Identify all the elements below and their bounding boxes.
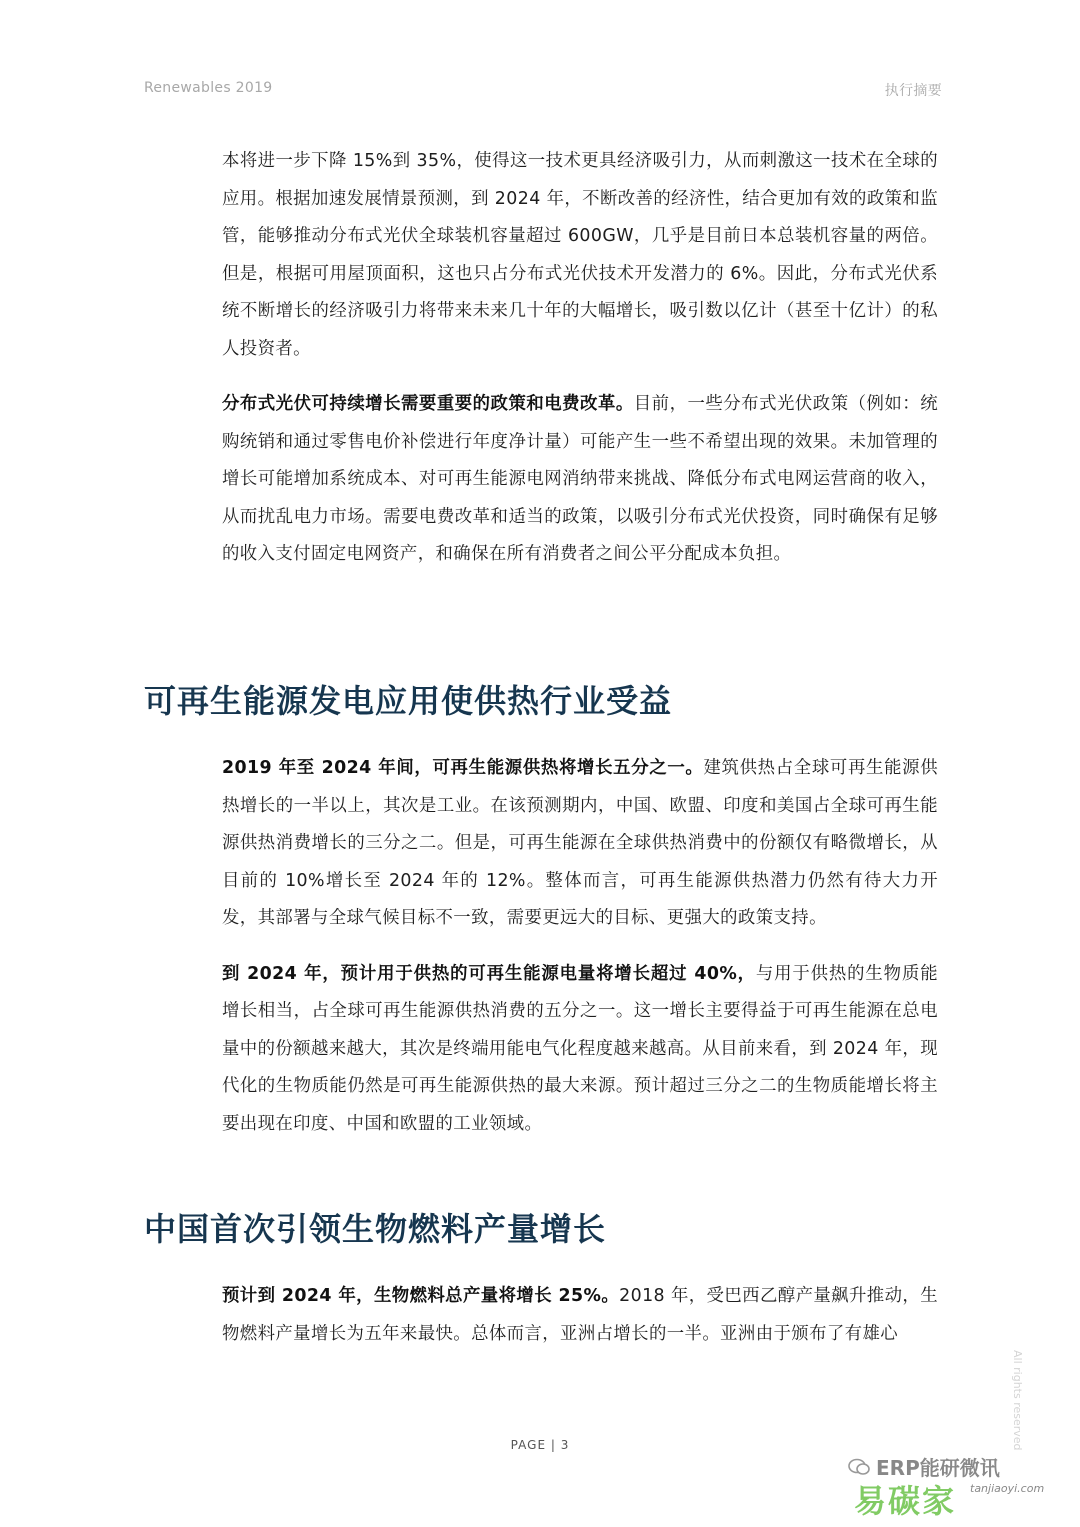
- paragraph-body: 建筑供热占全球可再生能源供热增长的一半以上，其次是工业。在该预测期内，中国、欧盟、印度和美国占全球可再生能源供热消费增长的三分之二。但是，可再生能源在全球供热消费中的份额仅有略微增长，从目前的 10%增长至 2024 年的 12%。整体而言，可再生能源供热潜力仍然有待大力开发，其部署与全球气候目标不一致，需要更远大的目标、更强大的政策支持。: [222, 758, 939, 928]
- paragraph-lead: 分布式光伏可持续增长需要重要的政策和电费改革。: [222, 394, 634, 414]
- rights-notice: All rights reserved: [1011, 1350, 1024, 1451]
- watermark-url: tanjiaoyi.com: [970, 1482, 1045, 1495]
- paragraph: [222, 956, 938, 1144]
- running-header-section: 执行摘要: [884, 83, 942, 99]
- watermark-account-name: ERP能研微讯: [876, 1456, 1000, 1480]
- paragraph-body: 与用于供热的生物质能增长相当，占全球可再生能源供热消费的五分之一。这一增长主要得益于可再生能源在总电量中的份额越来越大，其次是终端用能电气化程度越来越高。从目前来看，到 2024 年，现代化的生物质能仍然是可再生能源供热的最大来源。预计超过三分之二的生物质能增长将主要出现在印度、中国和欧盟的工业领域。: [222, 963, 938, 1134]
- paragraph: [222, 1278, 938, 1353]
- paragraph-lead: 到 2024 年，预计用于供热的可再生能源电量将增长超过 40%，: [222, 963, 756, 984]
- wechat-icon: [848, 1458, 870, 1476]
- section-heading-heat: 可再生能源发电应用使供热行业受益: [144, 682, 673, 720]
- page-number: PAGE | 3: [510, 1438, 570, 1452]
- section-distributed-pv: [222, 143, 938, 574]
- paragraph-lead: 预计到 2024 年，生物燃料总产量将增长 25%。: [222, 1286, 620, 1306]
- section-biofuels: [222, 1278, 938, 1353]
- watermark-brand: 易碳家: [854, 1482, 957, 1520]
- watermark: [848, 1452, 1048, 1522]
- paragraph: [222, 750, 938, 938]
- paragraph: 本将进一步下降 15%到 35%，使得这一技术更具经济吸引力，从而刺激这一技术在全球的应用。根据加速发展情景预测，到 2024 年，不断改善的经济性，结合更加有效的政策和监管，能够推动分布式光伏全球装机容量超过 600GW，几乎是目前日本总装机容量的两倍。但是，根据可用屋顶面积，这也只占分布式光伏技术开发潜力的 6%。因此，分布式光伏系统不断增长的经济吸引力将带来未来几十年的大幅增长，吸引数以亿计（甚至十亿计）的私人投资者。: [222, 151, 938, 359]
- paragraph-lead: 2019 年至 2024 年间，可再生能源供热将增长五分之一。: [222, 758, 704, 778]
- paragraph: [222, 386, 938, 574]
- section-renewable-heat: [222, 750, 938, 1143]
- running-header-title: Renewables 2019: [144, 80, 273, 96]
- section-heading-biofuels: 中国首次引领生物燃料产量增长: [144, 1210, 607, 1248]
- paragraph-body: 目前，一些分布式光伏政策（例如：统购统销和通过零售电价补偿进行年度净计量）可能产生一些不希望出现的效果。未加管理的增长可能增加系统成本、对可再生能源电网消纳带来挑战、降低分布式电网运营商的收入，从而扰乱电力市场。需要电费改革和适当的政策，以吸引分布式光伏投资，同时确保有足够的收入支付固定电网资产，和确保在所有消费者之间公平分配成本负担。: [222, 394, 938, 564]
- paragraph-body: 2018 年，受巴西乙醇产量飙升推动，生物燃料产量增长为五年来最快。总体而言，亚洲占增长的一半。亚洲由于颁布了有雄心: [222, 1286, 939, 1344]
